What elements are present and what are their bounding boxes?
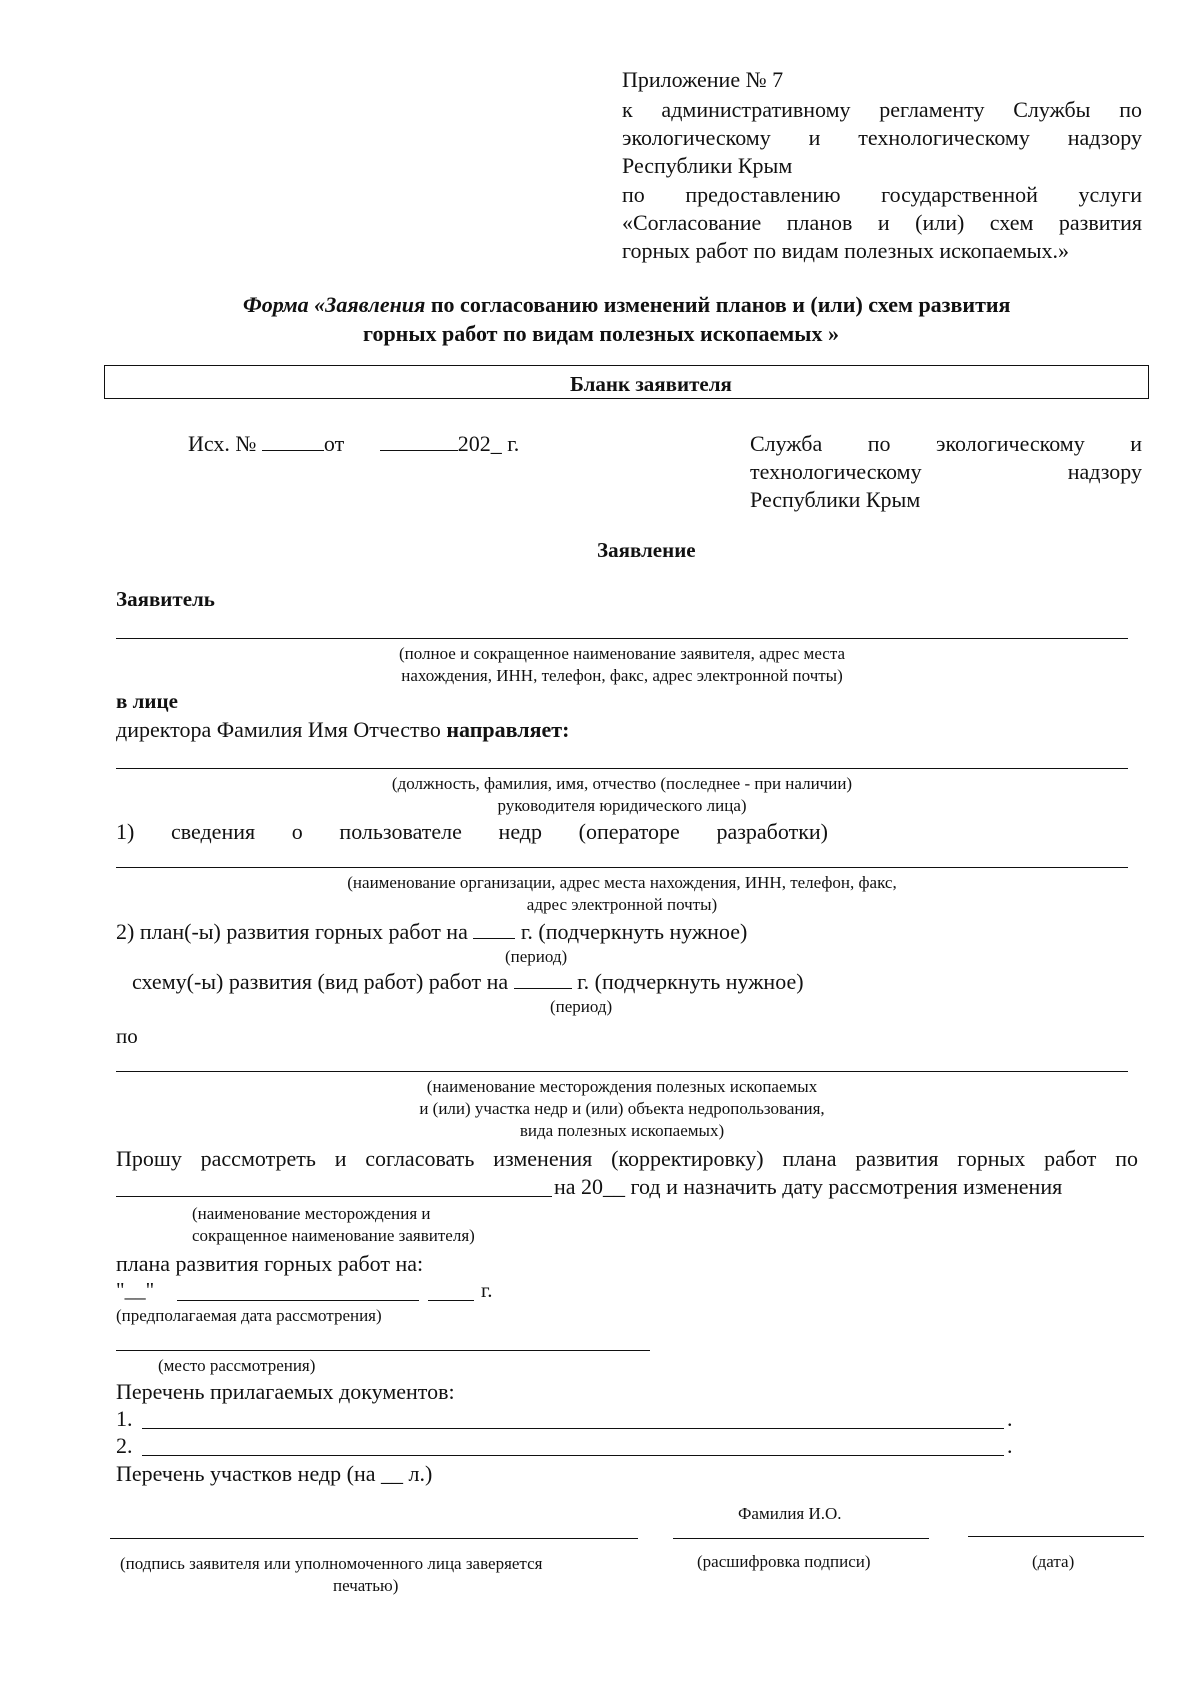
request-line-1: Прошу рассмотреть и согласовать изменения (корректировку) плана развития горных работ по [116, 1146, 1138, 1171]
appendix-line-5: «Согласование планов и (или) схем развития [622, 210, 1142, 235]
sends-label: направляет: [446, 717, 570, 742]
by-hint-2: и (или) участка недр и (или) объекта недропользования, [419, 1099, 825, 1118]
request-deposit-field[interactable] [116, 1196, 552, 1197]
signature-decode-hint: (расшифровка подписи) [697, 1552, 871, 1571]
form-title-line-2: горных работ по видам полезных ископаемых » [363, 321, 839, 346]
statement-title: Заявление [597, 538, 696, 562]
director-name: директора Фамилия Имя Отчество [116, 717, 447, 742]
signature-date-hint: (дата) [1032, 1552, 1075, 1571]
plan-period-hint: (период) [505, 947, 568, 966]
recipient-line-1: Служба по экологическому и [750, 431, 1142, 456]
attachment-2-field[interactable] [142, 1455, 1004, 1456]
plots-label: Перечень участков недр (на __ л.) [116, 1461, 433, 1486]
attachment-1-dot: . [1007, 1406, 1013, 1431]
represented-field[interactable] [116, 768, 1128, 769]
applicant-label: Заявитель [116, 587, 215, 611]
from-label: от [323, 431, 345, 456]
signature-date-field[interactable] [968, 1536, 1144, 1537]
form-title-rest: по согласованию изменений планов и (или) схем развития [425, 292, 1011, 317]
form-title-line-1 [243, 291, 1010, 318]
signature-field[interactable] [110, 1538, 638, 1539]
recipient-line-3: Республики Крым [750, 487, 921, 512]
place-hint: (место рассмотрения) [158, 1356, 316, 1375]
plan-text-before: 2) план(-ы) развития горных работ на [116, 919, 474, 944]
scheme-period-field[interactable] [514, 968, 572, 989]
scheme-text-before: схему(-ы) развития (вид работ) работ на [132, 969, 514, 994]
plan-on-label: плана развития горных работ на: [116, 1251, 424, 1276]
recipient-line-2: технологическому надзору [750, 459, 1142, 484]
date-month-field[interactable] [177, 1300, 419, 1301]
appendix-number: Приложение № 7 [622, 67, 784, 92]
plan-text-after: г. (подчеркнуть нужное) [515, 919, 748, 944]
plan-period-field[interactable] [473, 918, 515, 939]
applicant-field[interactable] [116, 638, 1128, 639]
scheme-period-hint: (период) [550, 997, 613, 1016]
applicant-hint-1: (полное и сокращенное наименование заявителя, адрес места [398, 644, 846, 663]
signature-name: Фамилия И.О. [738, 1504, 842, 1523]
scheme-text-after: г. (подчеркнуть нужное) [571, 969, 804, 994]
form-title-italic: Форма «Заявления [243, 292, 426, 317]
represented-text [116, 716, 569, 743]
date-hint: (предполагаемая дата рассмотрения) [116, 1306, 382, 1325]
represented-hint-1: (должность, фамилия, имя, отчество (последнее - при наличии) [391, 774, 853, 793]
place-field[interactable] [116, 1350, 650, 1351]
appendix-line-1: к административному регламенту Службы по [622, 97, 1142, 122]
by-label: по [116, 1024, 138, 1048]
request-hint-2: сокращенное наименование заявителя) [192, 1226, 475, 1245]
signature-hint-1: (подпись заявителя или уполномоченного лица заверяется [120, 1554, 543, 1573]
by-field[interactable] [116, 1071, 1128, 1072]
represented-hint-2: руководителя юридического лица) [497, 796, 747, 815]
attachment-2-dot: . [1007, 1433, 1013, 1458]
date-quote: "__" [116, 1278, 155, 1302]
outgoing-ref [188, 430, 519, 457]
signature-decode-field[interactable] [673, 1538, 929, 1539]
item2-plan [116, 918, 747, 945]
request-hint-1: (наименование месторождения и [192, 1204, 431, 1223]
attachment-1-label: 1. [116, 1406, 133, 1431]
represented-label: в лице [116, 689, 178, 713]
letterhead-label: Бланк заявителя [570, 372, 732, 396]
item1-hint-2: адрес электронной почты) [526, 895, 718, 914]
request-line-2: на 20__ год и назначить дату рассмотрения изменения [554, 1174, 1063, 1199]
date-year-field[interactable] [428, 1300, 474, 1301]
attachment-1-field[interactable] [142, 1428, 1004, 1429]
applicant-hint-2: нахождения, ИНН, телефон, факс, адрес электронной почты) [401, 666, 843, 685]
item2-scheme [132, 968, 804, 995]
signature-hint-2: печатью) [333, 1576, 399, 1595]
attachments-title: Перечень прилагаемых документов: [116, 1379, 455, 1404]
by-hint-3: вида полезных ископаемых) [519, 1121, 725, 1140]
date-year-suffix: г. [481, 1278, 493, 1302]
attachment-2-label: 2. [116, 1433, 133, 1458]
year-label: 202_ г. [457, 431, 520, 456]
item1-text: 1) сведения о пользователе недр (операторе разработки) [116, 819, 828, 844]
ref-label: Исх. № [188, 431, 257, 456]
item1-field[interactable] [116, 867, 1128, 868]
by-hint-1: (наименование месторождения полезных ископаемых [426, 1077, 818, 1096]
appendix-line-3: Республики Крым [622, 153, 793, 178]
ref-number-field[interactable] [262, 430, 324, 451]
appendix-line-4: по предоставлению государственной услуги [622, 182, 1142, 207]
appendix-line-6: горных работ по видам полезных ископаемых.» [622, 238, 1069, 263]
ref-date-field[interactable] [380, 430, 458, 451]
item1-hint-1: (наименование организации, адрес места нахождения, ИНН, телефон, факс, [347, 873, 897, 892]
appendix-line-2: экологическому и технологическому надзору [622, 125, 1142, 150]
